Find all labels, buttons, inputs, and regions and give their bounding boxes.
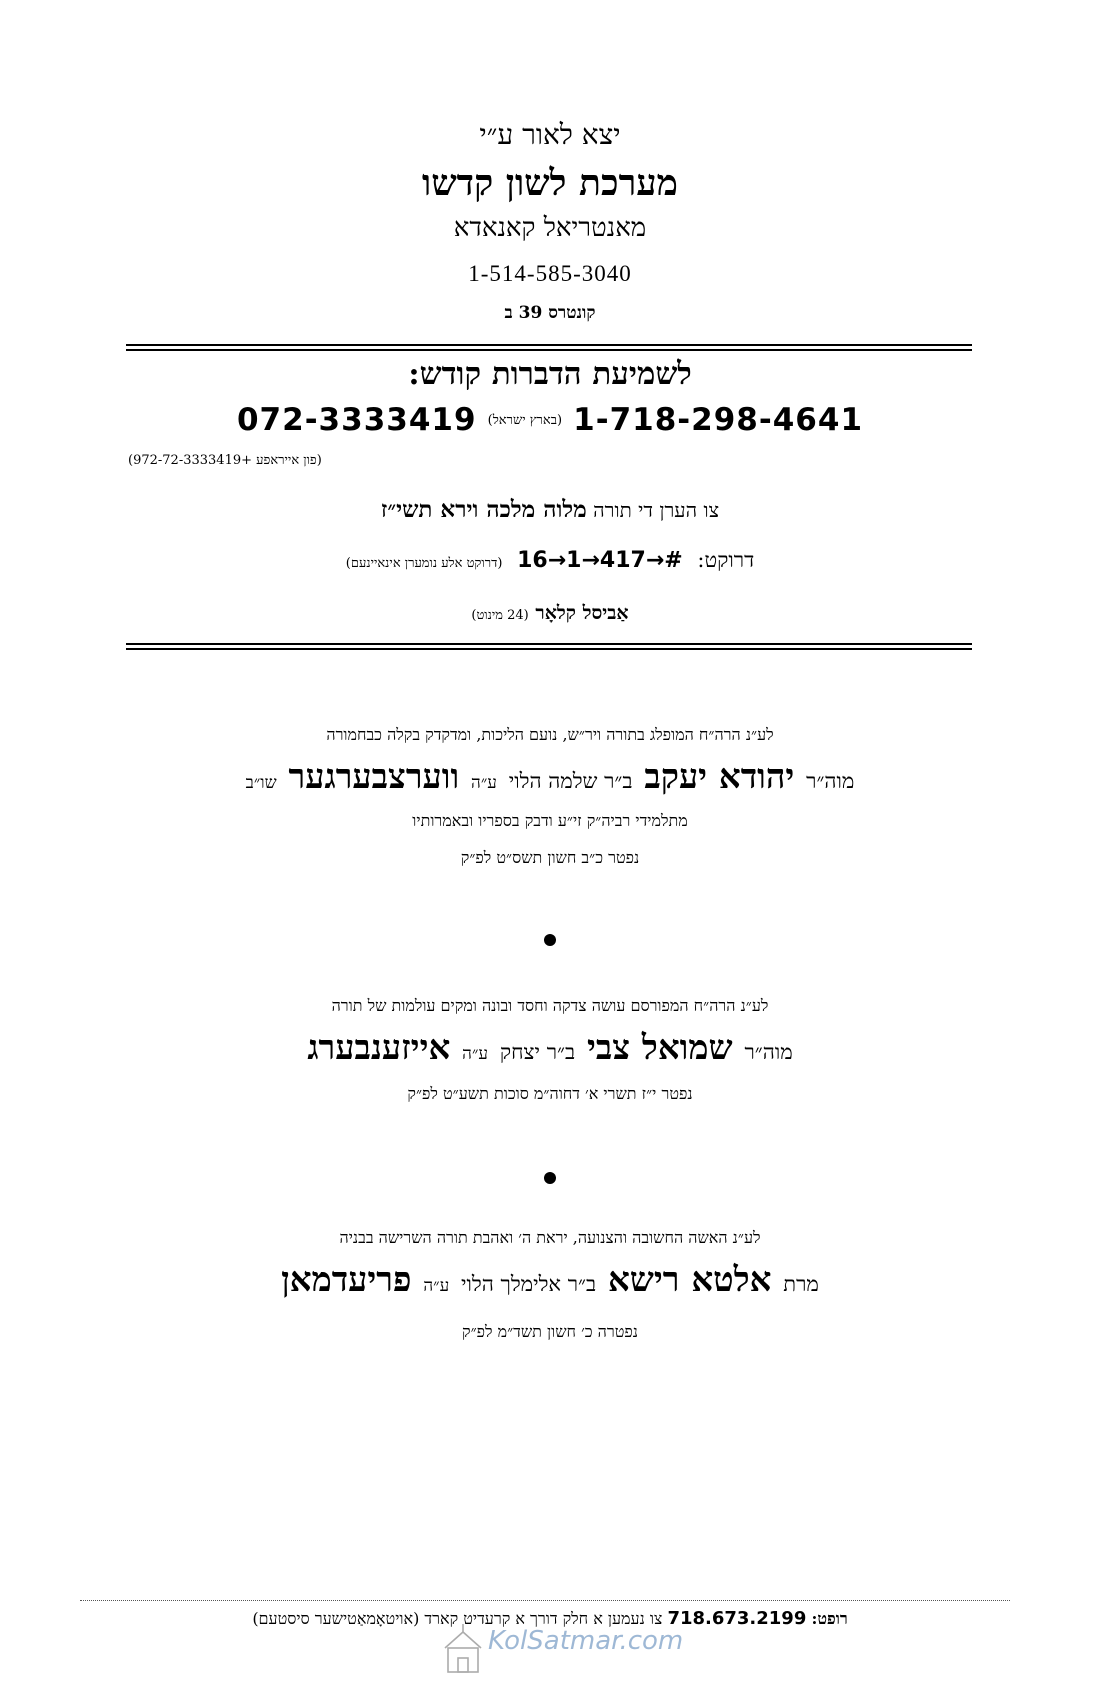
footer-label: רופט: xyxy=(811,1609,848,1628)
footer-phone: 718.673.2199 xyxy=(667,1608,807,1629)
memorial-1-intro: לע״נ הרה״ח המופלג בתורה ויר״ש, נועם הליכות, ומדקדק בקלה כבחמורה xyxy=(326,725,774,744)
shiur-title: מלוה מלכה וירא תשי״ז xyxy=(380,496,587,523)
memorial-1-suffix: שו״ב xyxy=(245,773,277,793)
israel-label: (בארץ ישראל) xyxy=(487,413,563,428)
dial-line xyxy=(0,548,1100,573)
double-rule-top xyxy=(126,344,972,351)
speaker-title: אַביסל קלאָר xyxy=(535,602,629,624)
memorial-2-honor: ע״ה xyxy=(462,1044,489,1064)
memorial-1-father: ב״ר שלמה הלוי xyxy=(508,769,633,793)
memorial-2-name: שמואל צבי xyxy=(586,1028,733,1068)
shiur-prefix: צו הערן די תורה xyxy=(593,498,720,522)
publisher-city: מאנטריאל קאנאדא xyxy=(453,213,647,243)
memorial-2-title: מוה״ר xyxy=(744,1040,793,1064)
phone-us: 1-718-298-4641 xyxy=(573,402,864,438)
memorial-3-name-line xyxy=(0,1260,1100,1300)
memorial-3-surname: פריעדמאן xyxy=(281,1260,412,1300)
phone-israel: 072-3333419 xyxy=(236,402,477,438)
international-note: (פון אייראפע +972-72-3333419) xyxy=(128,453,322,468)
memorial-2-surname: אייזענבערג xyxy=(307,1028,451,1068)
memorial-3-honor: ע״ה xyxy=(423,1276,450,1296)
dial-label: דרוקט: xyxy=(697,548,755,572)
publisher-line: יצא לאור ע״י xyxy=(479,118,621,151)
memorial-2-father: ב״ר יצחק xyxy=(499,1040,576,1064)
footer-dotted-rule xyxy=(80,1600,1010,1601)
memorial-1-line4: נפטר כ״ב חשון תשס״ט לפ״ק xyxy=(460,848,640,867)
memorial-3-title: מרת xyxy=(783,1272,819,1296)
phone-numbers xyxy=(0,402,1100,438)
kolsatmar-watermark xyxy=(440,1620,684,1680)
double-rule-bottom xyxy=(126,643,972,650)
publisher-name: מערכת לשון קדשו xyxy=(421,162,678,204)
footer-text: צו נעמען א חלק דורך א קרעדיט קארד (אויטאָמאַטישער סיסטעם) xyxy=(252,1609,663,1628)
shiur-line xyxy=(0,496,1100,523)
memorial-1-name: יהודא יעקב xyxy=(644,757,795,797)
memorial-2-intro: לע״נ הרה״ח המפורסם עושה צדקה וחסד ובונה ומקים עולמות של תורה xyxy=(331,996,769,1015)
memorial-3-intro: לע״נ האשה החשובה והצנועה, יראת ה׳ ואהבת תורה השרישה בבניה xyxy=(339,1228,761,1247)
memorial-1-title: מוה״ר xyxy=(806,769,855,793)
memorial-1-honor: ע״ה xyxy=(471,773,497,793)
memorial-1-surname: ווערצבערגער xyxy=(288,757,460,797)
watermark-text: KolSatmar.com xyxy=(488,1626,684,1656)
speaker-line xyxy=(0,602,1100,625)
memorial-3-father: ב״ר אלימלך הלוי xyxy=(461,1272,597,1296)
bullet-separator xyxy=(544,1172,556,1184)
building-icon xyxy=(440,1620,486,1678)
memorial-3-name: אלטא רישא xyxy=(607,1260,772,1300)
dial-note: (דרוקט אלע נומערן אינאיינעם) xyxy=(345,556,503,571)
publisher-phone: 1-514-585-3040 xyxy=(468,261,632,286)
memorial-1-name-line xyxy=(0,757,1100,797)
speaker-minutes: (24 מינוט) xyxy=(471,608,529,623)
listen-title: לשמיעת הדברות קודש: xyxy=(408,356,692,392)
memorial-3-line3: נפטרה כ׳ חשון תשד״מ לפ״ק xyxy=(462,1322,638,1341)
memorial-2-name-line xyxy=(0,1028,1100,1068)
memorial-2-line3: נפטר י״ז תשרי א׳ דחוה״מ סוכות תשע״ט לפ״ק xyxy=(407,1084,693,1103)
dial-code: 16→1→417→# xyxy=(517,548,683,573)
booklet-number: קונטרס 39 ב xyxy=(504,303,596,323)
memorial-1-line3: מתלמידי רביה״ק זי״ע ודבק בספריו ובאמרותיו xyxy=(412,811,688,830)
bullet-separator xyxy=(544,934,556,946)
